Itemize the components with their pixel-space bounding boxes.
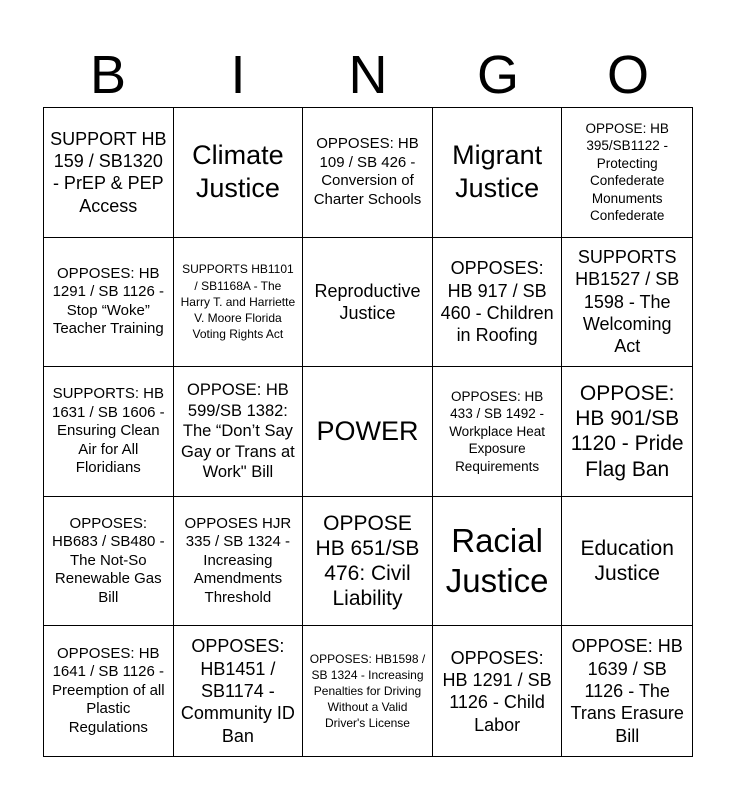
bingo-cell-i3[interactable] bbox=[174, 367, 304, 497]
bingo-cell-o3[interactable] bbox=[562, 367, 692, 497]
bingo-cell-g1[interactable] bbox=[433, 108, 563, 238]
bingo-cell-o5[interactable] bbox=[562, 626, 692, 756]
bingo-cell-b5[interactable] bbox=[44, 626, 174, 756]
bingo-cell-i1[interactable] bbox=[174, 108, 304, 238]
bingo-cell-g3[interactable] bbox=[433, 367, 563, 497]
bingo-cell-n4[interactable] bbox=[303, 497, 433, 627]
bingo-cell-n2[interactable] bbox=[303, 238, 433, 368]
cell-text: OPPOSE: HB 901/SB 1120 - Pride Flag Ban bbox=[570, 382, 684, 481]
cell-text: OPPOSES: HB 1291 / SB 1126 - Stop “Woke” Teacher Training bbox=[52, 264, 165, 338]
bingo-cell-i5[interactable] bbox=[174, 626, 304, 756]
bingo-cell-o1[interactable] bbox=[562, 108, 692, 238]
cell-text: SUPPORT HB 159 / SB1320 - PrEP & PEP Access bbox=[50, 128, 167, 216]
bingo-cell-n1[interactable] bbox=[303, 108, 433, 238]
bingo-cell-b3[interactable] bbox=[44, 367, 174, 497]
bingo-cell-n5[interactable] bbox=[303, 626, 433, 756]
header-letter-b: B bbox=[89, 45, 127, 105]
cell-text: OPPOSES: HB1598 / SB 1324 - Increasing Penalties for Driving Without a Valid Driver's License bbox=[309, 651, 426, 731]
bingo-cell-i4[interactable] bbox=[174, 497, 304, 627]
cell-text: OPPOSES: HB683 / SB480 - The Not-So Renewable Gas Bill bbox=[52, 514, 165, 606]
cell-text: OPPOSES: HB 433 / SB 1492 - Workplace Heat Exposure Requirements bbox=[449, 388, 545, 474]
header-letter-g: G bbox=[476, 45, 519, 105]
cell-text: Racial Justice bbox=[445, 521, 549, 600]
header-letter-o: O bbox=[606, 45, 649, 105]
cell-text: SUPPORTS HB1527 / SB 1598 - The Welcoming Act bbox=[575, 247, 680, 357]
cell-text: Education Justice bbox=[580, 536, 674, 586]
cell-text: Climate Justice bbox=[192, 140, 284, 204]
cell-text: OPPOSE HB 651/SB 476: Civil Liability bbox=[315, 511, 420, 611]
bingo-cell-n3[interactable] bbox=[303, 367, 433, 497]
cell-text: SUPPORTS HB1101 / SB1168A - The Harry T. and Harriette V. Moore Florida Voting Rights Act bbox=[180, 262, 296, 342]
cell-text: OPPOSE: HB 599/SB 1382: The “Don’t Say Gay or Trans at Work" Bill bbox=[181, 381, 295, 482]
bingo-header bbox=[43, 44, 693, 106]
bingo-cell-o4[interactable] bbox=[562, 497, 692, 627]
cell-text: OPPOSES: HB 1291 / SB 1126 - Child Labor bbox=[442, 647, 552, 735]
cell-text: OPPOSES HJR 335 / SB 1324 - Increasing Amendments Threshold bbox=[184, 514, 292, 606]
bingo-cell-b1[interactable] bbox=[44, 108, 174, 238]
bingo-cell-b2[interactable] bbox=[44, 238, 174, 368]
cell-text: OPPOSE: HB 395/SB1122 - Protecting Confederate Monuments Confederate bbox=[585, 120, 669, 224]
header-letter-i: I bbox=[230, 45, 246, 105]
bingo-cell-g5[interactable] bbox=[433, 626, 563, 756]
bingo-grid bbox=[43, 107, 693, 757]
bingo-cell-b4[interactable] bbox=[44, 497, 174, 627]
cell-text: OPPOSES: HB 1641 / SB 1126 - Preemption of all Plastic Regulations bbox=[52, 644, 165, 737]
cell-text: OPPOSE: HB 1639 / SB 1126 - The Trans Erasure Bill bbox=[570, 636, 684, 746]
bingo-cell-g4[interactable] bbox=[433, 497, 563, 627]
cell-text: OPPOSES: HB 917 / SB 460 - Children in Roofing bbox=[440, 258, 554, 346]
cell-text: SUPPORTS: HB 1631 / SB 1606 - Ensuring Clean Air for All Floridians bbox=[52, 385, 165, 477]
bingo-cell-o2[interactable] bbox=[562, 238, 692, 368]
cell-text: Migrant Justice bbox=[452, 140, 543, 204]
cell-text: OPPOSES: HB 109 / SB 426 - Conversion of Charter Schools bbox=[313, 135, 422, 208]
cell-text: Reproductive Justice bbox=[314, 280, 421, 323]
cell-text: POWER bbox=[316, 416, 419, 447]
bingo-cell-i2[interactable] bbox=[174, 238, 304, 368]
bingo-cell-g2[interactable] bbox=[433, 238, 563, 368]
cell-text: OPPOSES: HB1451 / SB1174 - Community ID Ban bbox=[180, 636, 295, 746]
header-letter-n: N bbox=[348, 45, 388, 105]
